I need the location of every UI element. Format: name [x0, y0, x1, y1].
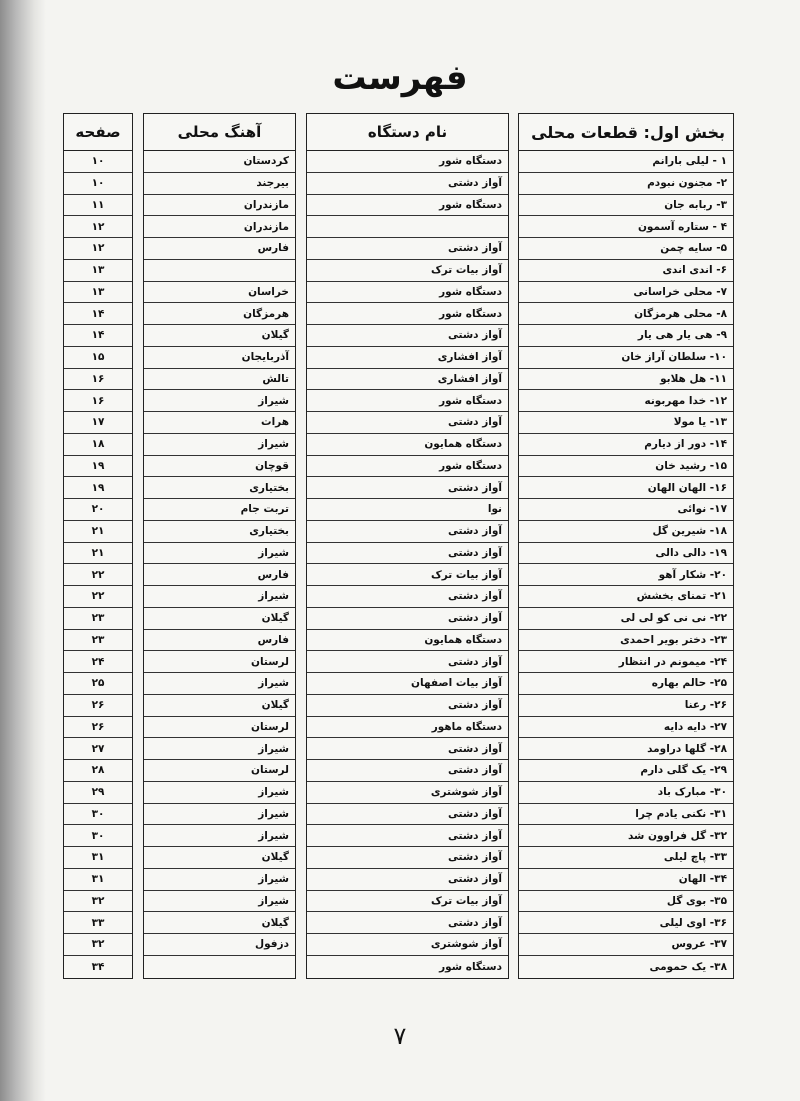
table-cell: فارس	[144, 630, 295, 652]
table-cell: ۳۱	[64, 869, 132, 891]
table-cell: دزفول	[144, 934, 295, 956]
table-cell: ۱۹- دالی دالی	[519, 543, 733, 565]
section-header: بخش اول: قطعات محلی	[519, 114, 733, 151]
table-cell: آواز دشتی	[307, 738, 508, 760]
dastgah-header: نام دستگاه	[307, 114, 508, 151]
table-cell: ۴ - ستاره آسمون	[519, 216, 733, 238]
table-cell: گیلان	[144, 608, 295, 630]
table-cell: ۱۹	[64, 477, 132, 499]
table-cell: ۲- مجنون نبودم	[519, 173, 733, 195]
table-cell: ۱۱	[64, 195, 132, 217]
table-cell: آواز دشتی	[307, 521, 508, 543]
table-cell: ۳۰	[64, 804, 132, 826]
table-cell: ۲۲	[64, 564, 132, 586]
table-cell: کردستان	[144, 151, 295, 173]
table-cell: ۳۴- الهان	[519, 869, 733, 891]
table-cell: ۲۳- دختر بویر احمدی	[519, 630, 733, 652]
table-cell: دستگاه همایون	[307, 630, 508, 652]
table-cell: ۱۰- سلطان آراز خان	[519, 347, 733, 369]
table-cell: آواز دشتی	[307, 760, 508, 782]
table-cell: ۱۴	[64, 325, 132, 347]
table-cell: ۱۲- خدا مهربونه	[519, 390, 733, 412]
table-cell: ۳۲- گل فراوون شد	[519, 825, 733, 847]
table-cell: ۲۹- یک گلی دارم	[519, 760, 733, 782]
table-cell: دستگاه شور	[307, 151, 508, 173]
table-cell: لرستان	[144, 717, 295, 739]
table-cell: ۱۹	[64, 456, 132, 478]
table-cell: دستگاه شور	[307, 456, 508, 478]
table-cell: ۱۸	[64, 434, 132, 456]
table-cell: مازندران	[144, 216, 295, 238]
table-cell: ۲۲- نی نی کو لی لی	[519, 608, 733, 630]
table-cell: ۵- سایه چمن	[519, 238, 733, 260]
table-cell: ۸- محلی هرمزگان	[519, 303, 733, 325]
table-cell: فارس	[144, 564, 295, 586]
table-cell: ۲۵	[64, 673, 132, 695]
table-cell: ۲۷- دایه دایه	[519, 717, 733, 739]
region-column	[143, 113, 296, 979]
table-cell: شیراز	[144, 586, 295, 608]
table-cell: ۱۲	[64, 238, 132, 260]
book-binding-shadow	[0, 0, 46, 1101]
table-cell: ۱۲	[64, 216, 132, 238]
table-cell: آذربایجان	[144, 347, 295, 369]
table-cell: دستگاه شور	[307, 390, 508, 412]
table-cell: ۲۵- حالم بهاره	[519, 673, 733, 695]
table-cell: ۳۲	[64, 934, 132, 956]
table-cell: شیراز	[144, 782, 295, 804]
table-cell: ۲۰- شکار آهو	[519, 564, 733, 586]
table-cell: گیلان	[144, 847, 295, 869]
table-cell: ۲۶	[64, 717, 132, 739]
table-cell: ۱۴	[64, 303, 132, 325]
table-cell: شیراز	[144, 869, 295, 891]
table-cell: ۲۴	[64, 651, 132, 673]
table-cell: شیراز	[144, 543, 295, 565]
songs-list	[519, 151, 733, 978]
table-cell: ۱۶	[64, 390, 132, 412]
table-cell: ۲۴- میمونم در انتظار	[519, 651, 733, 673]
table-cell: آواز دشتی	[307, 869, 508, 891]
table-cell: لرستان	[144, 760, 295, 782]
table-cell: ۱۵	[64, 347, 132, 369]
table-cell: ۶- اندی اندی	[519, 260, 733, 282]
table-cell: ۲۹	[64, 782, 132, 804]
table-cell: آواز دشتی	[307, 651, 508, 673]
page-header: صفحه	[64, 114, 132, 151]
table-cell: شیراز	[144, 891, 295, 913]
table-cell: ۲۶	[64, 695, 132, 717]
table-cell: هرمزگان	[144, 303, 295, 325]
region-list	[144, 151, 295, 978]
table-cell: ۱۰	[64, 173, 132, 195]
table-cell: ۲۳	[64, 608, 132, 630]
table-cell: ۳۰	[64, 825, 132, 847]
table-cell: آواز دشتی	[307, 608, 508, 630]
table-cell: آواز دشتی	[307, 586, 508, 608]
table-cell: ۱۷	[64, 412, 132, 434]
table-cell: آواز دشتی	[307, 477, 508, 499]
table-cell: آواز دشتی	[307, 543, 508, 565]
table-cell: ۱۳	[64, 282, 132, 304]
table-cell: ۲۱- تمنای بخشش	[519, 586, 733, 608]
dastgah-list	[307, 151, 508, 978]
table-cell: ۳۶- اوی لیلی	[519, 912, 733, 934]
table-cell: مازندران	[144, 195, 295, 217]
table-cell: ۲۸	[64, 760, 132, 782]
table-cell: ۳۱- نکنی یادم چرا	[519, 804, 733, 826]
table-cell: بیرجند	[144, 173, 295, 195]
table-cell: آواز دشتی	[307, 804, 508, 826]
table-cell: شیراز	[144, 825, 295, 847]
table-cell: تالش	[144, 369, 295, 391]
songs-column	[518, 113, 734, 979]
table-cell: شیراز	[144, 390, 295, 412]
table-cell: ۳۰- مبارک باد	[519, 782, 733, 804]
table-cell: آواز دشتی	[307, 695, 508, 717]
table-cell: گیلان	[144, 695, 295, 717]
page-list	[64, 151, 132, 978]
table-cell: ۲۸- گلها دراومد	[519, 738, 733, 760]
table-cell: ۳۴	[91, 960, 105, 973]
table-cell: ۳- ربابه جان	[519, 195, 733, 217]
table-cell: شیراز	[144, 434, 295, 456]
table-cell	[144, 956, 295, 978]
table-cell: ۲۲	[64, 586, 132, 608]
table-cell: آواز دشتی	[307, 847, 508, 869]
table-cell: ۳۱	[64, 847, 132, 869]
table-cell: ۳۷- عروس	[519, 934, 733, 956]
table-cell: لرستان	[144, 651, 295, 673]
table-cell: دستگاه شور	[307, 195, 508, 217]
table-cell: دستگاه شور	[439, 960, 502, 973]
table-cell: آواز شوشتری	[307, 934, 508, 956]
table-cell: ۲۱	[64, 521, 132, 543]
table-cell: ۱۱- هل هلابو	[519, 369, 733, 391]
table-cell: ۱۶- الهان الهان	[519, 477, 733, 499]
table-cell: ۲۱	[64, 543, 132, 565]
region-header: آهنگ محلی	[144, 114, 295, 151]
table-cell: شیراز	[144, 738, 295, 760]
table-cell: ۱۸- شیرین گل	[519, 521, 733, 543]
page-number: ۷	[393, 1022, 407, 1050]
table-cell: ۱۳	[64, 260, 132, 282]
table-cell: قوچان	[144, 456, 295, 478]
table-cell: ۱ - لیلی بارانم	[519, 151, 733, 173]
table-cell: فارس	[144, 238, 295, 260]
table-cell: ۳۳- پاچ لیلی	[519, 847, 733, 869]
page-column	[63, 113, 133, 979]
table-cell: آواز بیات اصفهان	[307, 673, 508, 695]
table-cell: آواز شوشتری	[307, 782, 508, 804]
table-cell: خراسان	[144, 282, 295, 304]
table-cell: ۱۷- نوائی	[519, 499, 733, 521]
table-cell: شیراز	[144, 673, 295, 695]
table-cell: ۲۷	[64, 738, 132, 760]
table-cell: گیلان	[144, 325, 295, 347]
table-cell: آواز بیات ترک	[307, 891, 508, 913]
table-cell: ۱۴- دور از دیارم	[519, 434, 733, 456]
table-cell: هرات	[144, 412, 295, 434]
table-cell: تربت جام	[144, 499, 295, 521]
table-cell: ۲۰	[64, 499, 132, 521]
table-cell: ۳۲	[64, 891, 132, 913]
table-cell: ۱۶	[64, 369, 132, 391]
table-cell: آواز بیات ترک	[307, 564, 508, 586]
table-cell: آواز دشتی	[307, 238, 508, 260]
table-cell: ۲۳	[64, 630, 132, 652]
table-cell: دستگاه شور	[307, 303, 508, 325]
table-cell: ۳۸- یک حمومی	[649, 960, 727, 973]
table-cell: آواز بیات ترک	[307, 260, 508, 282]
table-cell: آواز افشاری	[307, 347, 508, 369]
table-cell: آواز دشتی	[307, 912, 508, 934]
table-cell: دستگاه ماهور	[307, 717, 508, 739]
table-cell: ۱۵- رشید خان	[519, 456, 733, 478]
table-cell: آواز افشاری	[307, 369, 508, 391]
table-cell: آواز دشتی	[307, 173, 508, 195]
table-cell: آواز دشتی	[307, 412, 508, 434]
table-cell: آواز دشتی	[307, 325, 508, 347]
table-cell: دستگاه شور	[307, 282, 508, 304]
table-cell: بختیاری	[144, 521, 295, 543]
table-cell: نوا	[307, 499, 508, 521]
table-cell: بختیاری	[144, 477, 295, 499]
table-cell: دستگاه همایون	[307, 434, 508, 456]
table-cell: آواز دشتی	[307, 825, 508, 847]
table-cell: شیراز	[144, 804, 295, 826]
table-cell	[307, 216, 508, 238]
table-cell: ۳۳	[64, 912, 132, 934]
table-cell	[144, 260, 295, 282]
table-cell: ۱۰	[64, 151, 132, 173]
dastgah-column	[306, 113, 509, 979]
page-title: فهرست	[332, 58, 468, 98]
table-cell: ۱۳- یا مولا	[519, 412, 733, 434]
table-cell: گیلان	[144, 912, 295, 934]
table-cell: ۲۶- رعنا	[519, 695, 733, 717]
table-cell: ۳۵- بوی گل	[519, 891, 733, 913]
table-cell: ۷- محلی خراسانی	[519, 282, 733, 304]
table-cell: ۹- هی یار هی یار	[519, 325, 733, 347]
